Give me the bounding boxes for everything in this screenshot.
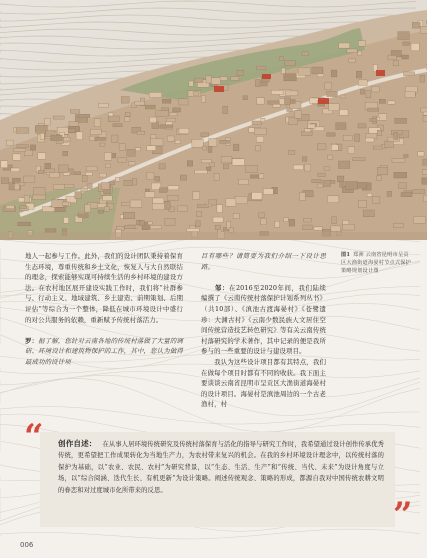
village-aerial-illustration — [0, 0, 427, 240]
close-quote-icon: ” — [393, 495, 413, 535]
question-speaker-label: 罗： — [25, 336, 39, 345]
page-number: 006 — [20, 541, 34, 549]
open-quote-icon: “ — [24, 417, 44, 457]
answer-text-2: 我认为这些设计项目都有其特点，我们在做每个项目时都有不同的收获。我下面主要谈谈云南省昆明市呈贡区大渔街道海晏村的设计项目。海晏村是滇池周边的一个古老渔村，村 — [201, 357, 326, 409]
figure-caption — [341, 251, 413, 276]
figure-caption-text: 郑洲 云南省昆明市呈贡区大渔街道海晏村节点式保护策略规划设计图 — [341, 252, 412, 275]
body-column-left — [25, 251, 183, 368]
quote-text — [58, 438, 384, 496]
body-column-right — [201, 251, 326, 410]
interview-answer — [201, 283, 326, 357]
answer-paragraph-2 — [201, 357, 326, 410]
interview-question — [25, 336, 183, 368]
question-text: 据了解，您针对云南各地的传统村落做了大量的调研、环境设计和建筑物保护的工作，其中，您认为做得最成功的设计项 — [25, 336, 183, 366]
answer-speaker-label: 邹： — [214, 283, 229, 292]
figure-caption-label: 图1 — [341, 252, 351, 258]
quote-title: 创作自述： — [58, 439, 97, 448]
answer-text: 在2016至2020年间，我们陆续编撰了《云南传统村落保护计划系列丛书》（共10部）、《滇池古渡海晏村》《苍鹭遗珍：大渊古村》《云南少数民族人文居住空间传统营造技艺转色研究》等有关云南传统村落研究的学术著作，其中记录的便是我所参与的一些重要的设计与建设项目。 — [201, 283, 327, 356]
body-paragraph: 地人一起参与工作。此外，我们的设计团队秉持着保育生态环境，尊重传统和乡土文化，恢复人与大自然联结的理念，探索能够实现可持续生活的乡村环境的建设方法。在农村地区展开建设实践工作时，我们将“社群参与、行动主义、地域建筑、乡土建造、前期策划、后期评估”等综合为一个整体，降低在城市环境设计中盛行的对公共服务的依赖，重新赋予传统村落活力。 — [25, 252, 183, 324]
quote-body: 在从事人居环境传统研究及传统村落保育与活化的指导与研究工作时，我希望通过设计创作传承优秀传统，更希望把工作成果转化为当地生产力，为农村带来复兴的机会。在我的乡村环境设计理念中，以传统村落的保护为基础，以“农业、农民、农村”为研究背景，以“生态、生活、生产”和“传统、当代、未来”为设计角度与立场，以“综合阅涵、迭代生长、有机更新”为设计策略。阐述传统观念、策略的形成，都源自我对中国传统农耕文明的眷恋和对过度城市化所带来的反思。 — [58, 441, 385, 494]
interview-question-continued: 目有哪些？请简要为我们介绍一下设计思路。 — [201, 252, 326, 271]
